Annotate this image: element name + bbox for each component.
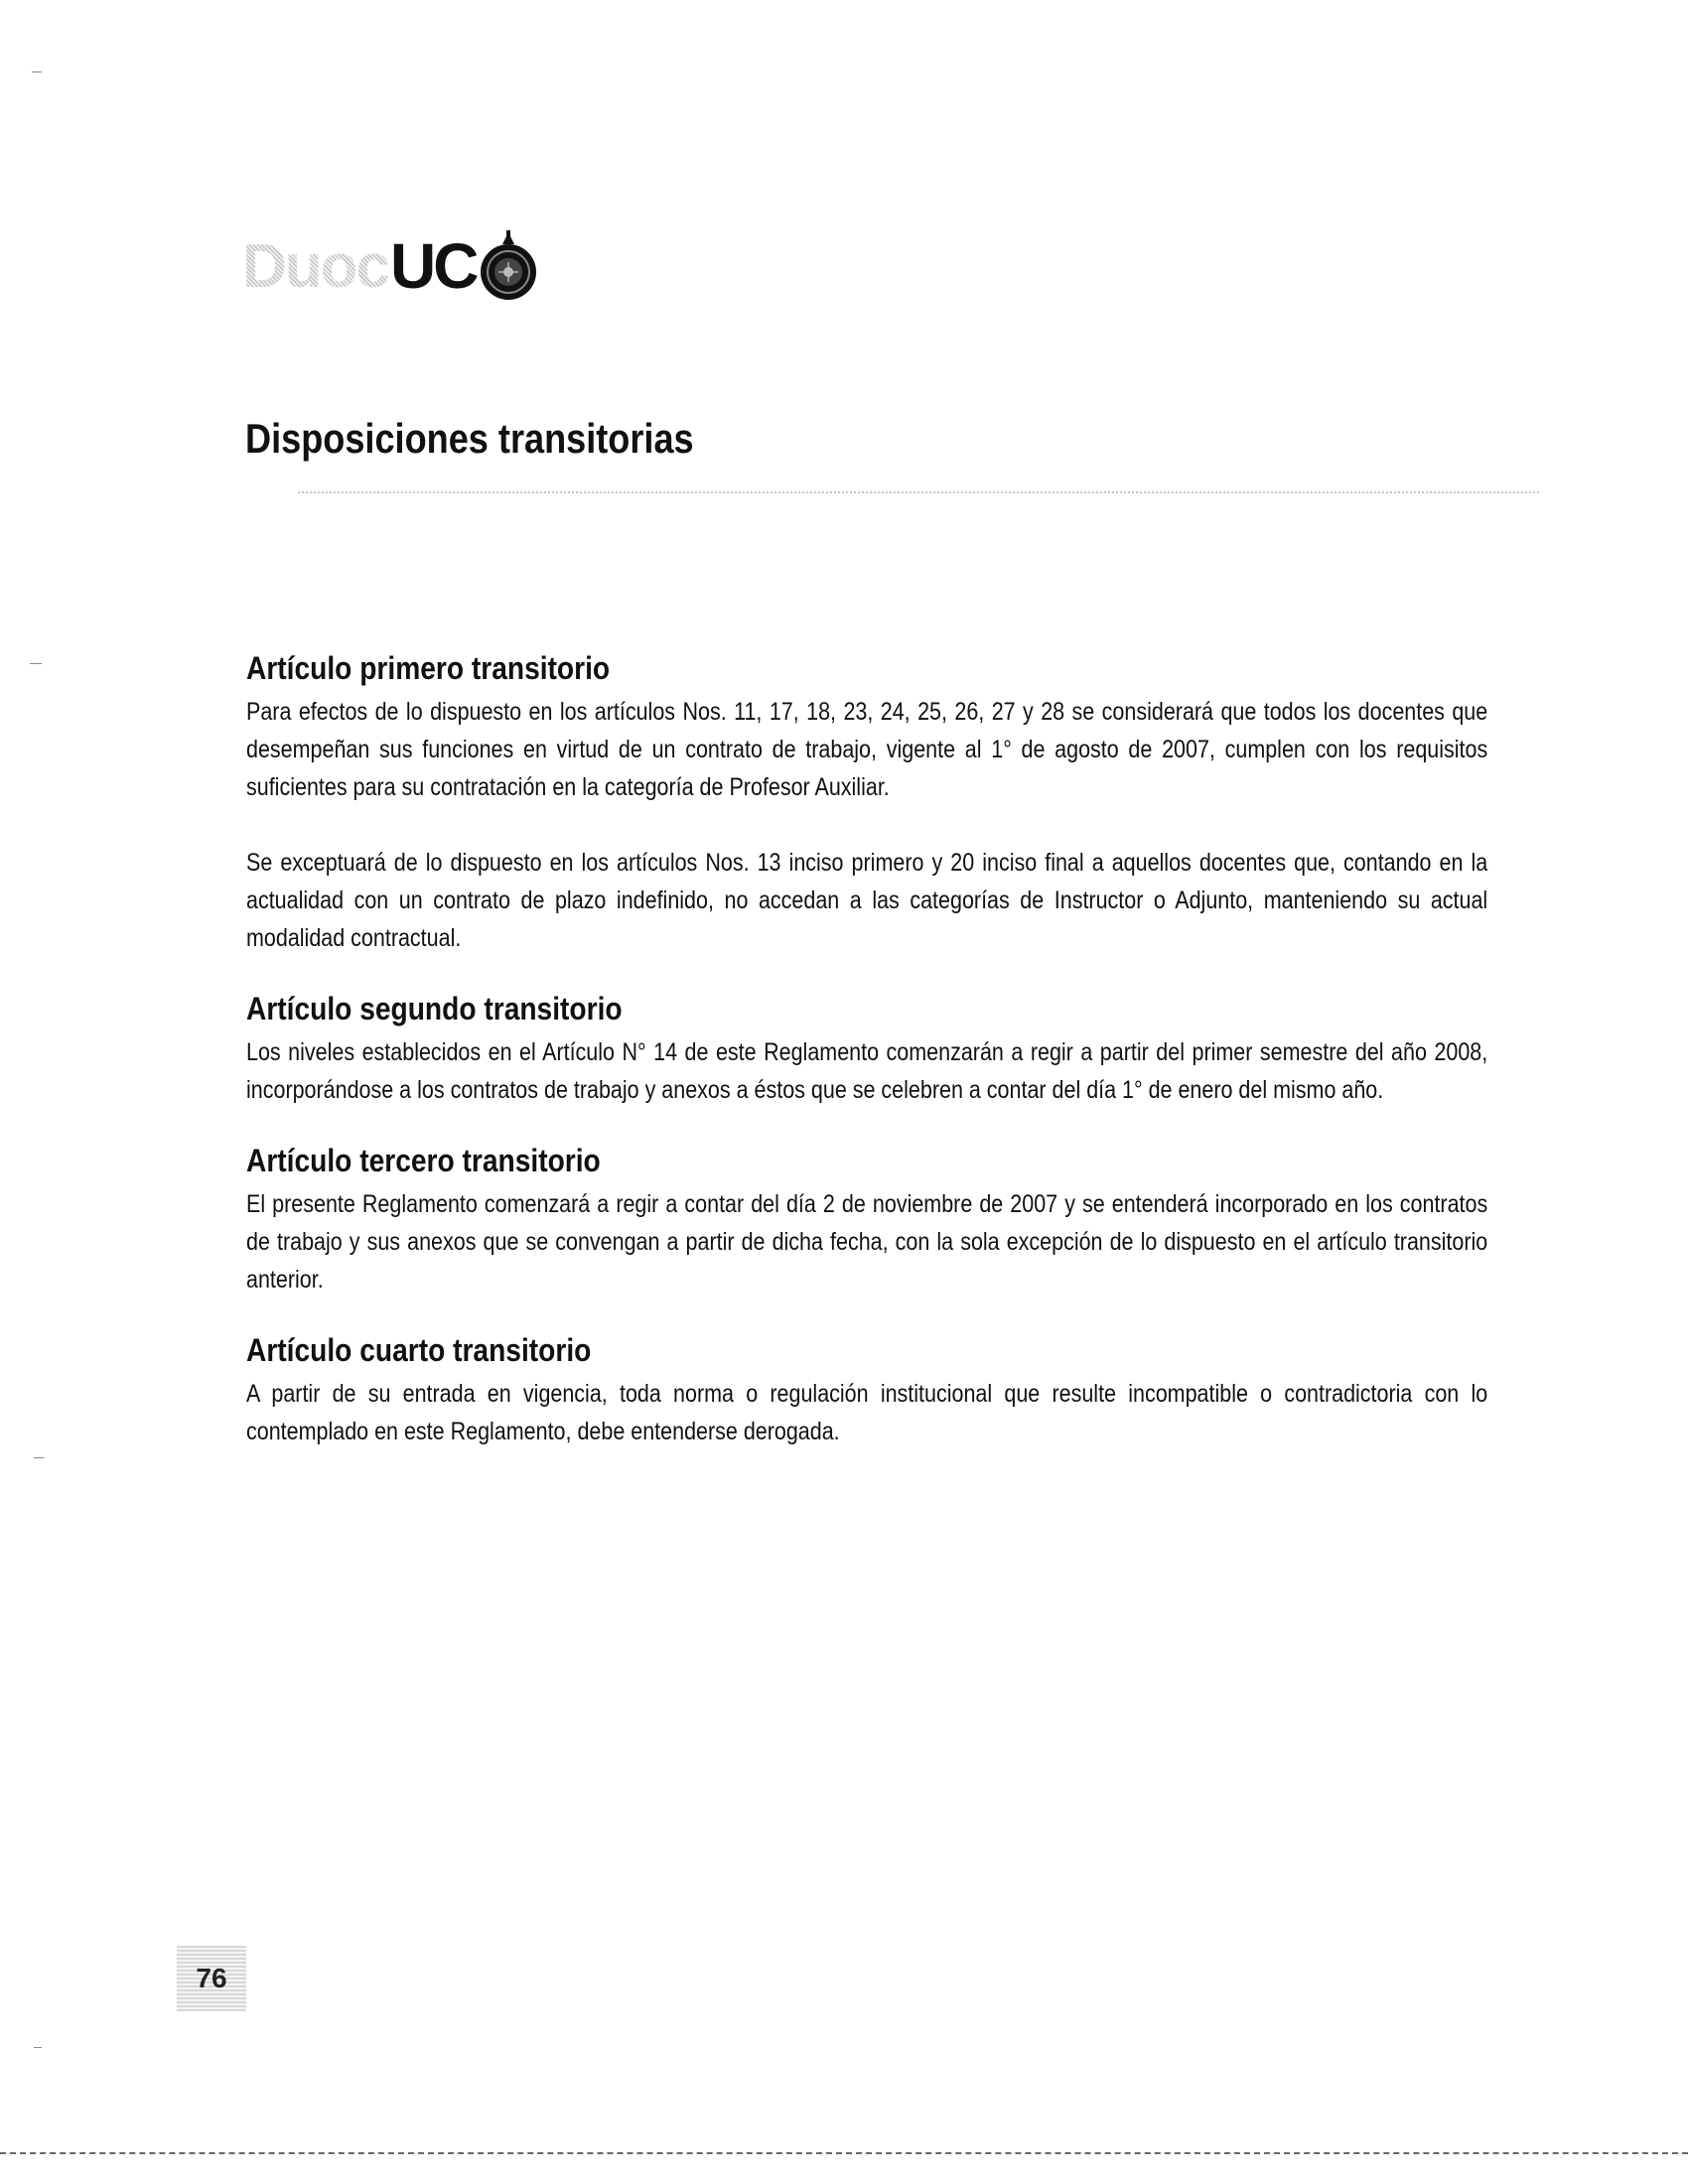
- scan-bottom-edge: [0, 2152, 1688, 2154]
- logo-duoc-text: Duoc: [242, 231, 388, 301]
- article-heading: Artículo primero transitorio: [246, 650, 611, 686]
- article-paragraph: Para efectos de lo dispuesto en los artículos Nos. 11, 17, 18, 23, 24, 25, 26, 27 y 28 se considerará que todos los docentes que desempeñan sus funciones en virtud de un contrato de trabajo, vigente al 1° de agosto de 2007, cumplen con los requisitos suficientes para su contratación en la categoría de Profesor Auxiliar.: [246, 698, 1488, 801]
- article-4: [246, 1332, 1487, 1450]
- article-1: [246, 650, 1487, 957]
- article-heading: Artículo segundo transitorio: [246, 991, 623, 1026]
- title-divider: [298, 491, 1539, 493]
- logo-uc-text: UC: [390, 230, 477, 302]
- article-3: [246, 1143, 1487, 1298]
- article-heading: Artículo tercero transitorio: [246, 1143, 601, 1178]
- article-paragraph: Se exceptuará de lo dispuesto en los artículos Nos. 13 inciso primero y 20 inciso final a aquellos docentes que, contando en la actualidad con un contrato de plazo indefinido, no accedan a las categorías de Instructor o Adjunto, manteniendo su actual modalidad contractual.: [246, 849, 1488, 952]
- page-title: Disposiciones transitorias: [245, 415, 694, 462]
- articles-section: [246, 650, 1487, 1484]
- article-paragraph: A partir de su entrada en vigencia, toda norma o regulación institucional que resulte incompatible o contradictoria con lo contemplado en este Reglamento, debe entenderse derogada.: [246, 1380, 1488, 1445]
- article-paragraph: El presente Reglamento comenzará a regir a contar del día 2 de noviembre de 2007 y se entenderá incorporado en los contratos de trabajo y sus anexos que se convengan a partir de dicha fecha, con la sola excepción de lo dispuesto en el artículo transitorio anterior.: [246, 1190, 1488, 1294]
- scan-mark: [30, 663, 42, 664]
- university-seal-icon: [478, 230, 539, 302]
- article-2: [246, 991, 1487, 1109]
- scan-mark: [32, 71, 42, 72]
- article-heading: Artículo cuarto transitorio: [246, 1332, 592, 1368]
- article-paragraph: Los niveles establecidos en el Artículo N° 14 de este Reglamento comenzarán a regir a partir del primer semestre del año 2008, incorporándose a los contratos de trabajo y anexos a éstos que se celebren a contar del día 1° de enero del mismo año.: [246, 1038, 1488, 1104]
- scan-mark: [34, 2047, 42, 2048]
- page-number: 76: [177, 1946, 246, 2011]
- scan-mark: [34, 1457, 44, 1458]
- duoc-uc-logo: [242, 226, 539, 306]
